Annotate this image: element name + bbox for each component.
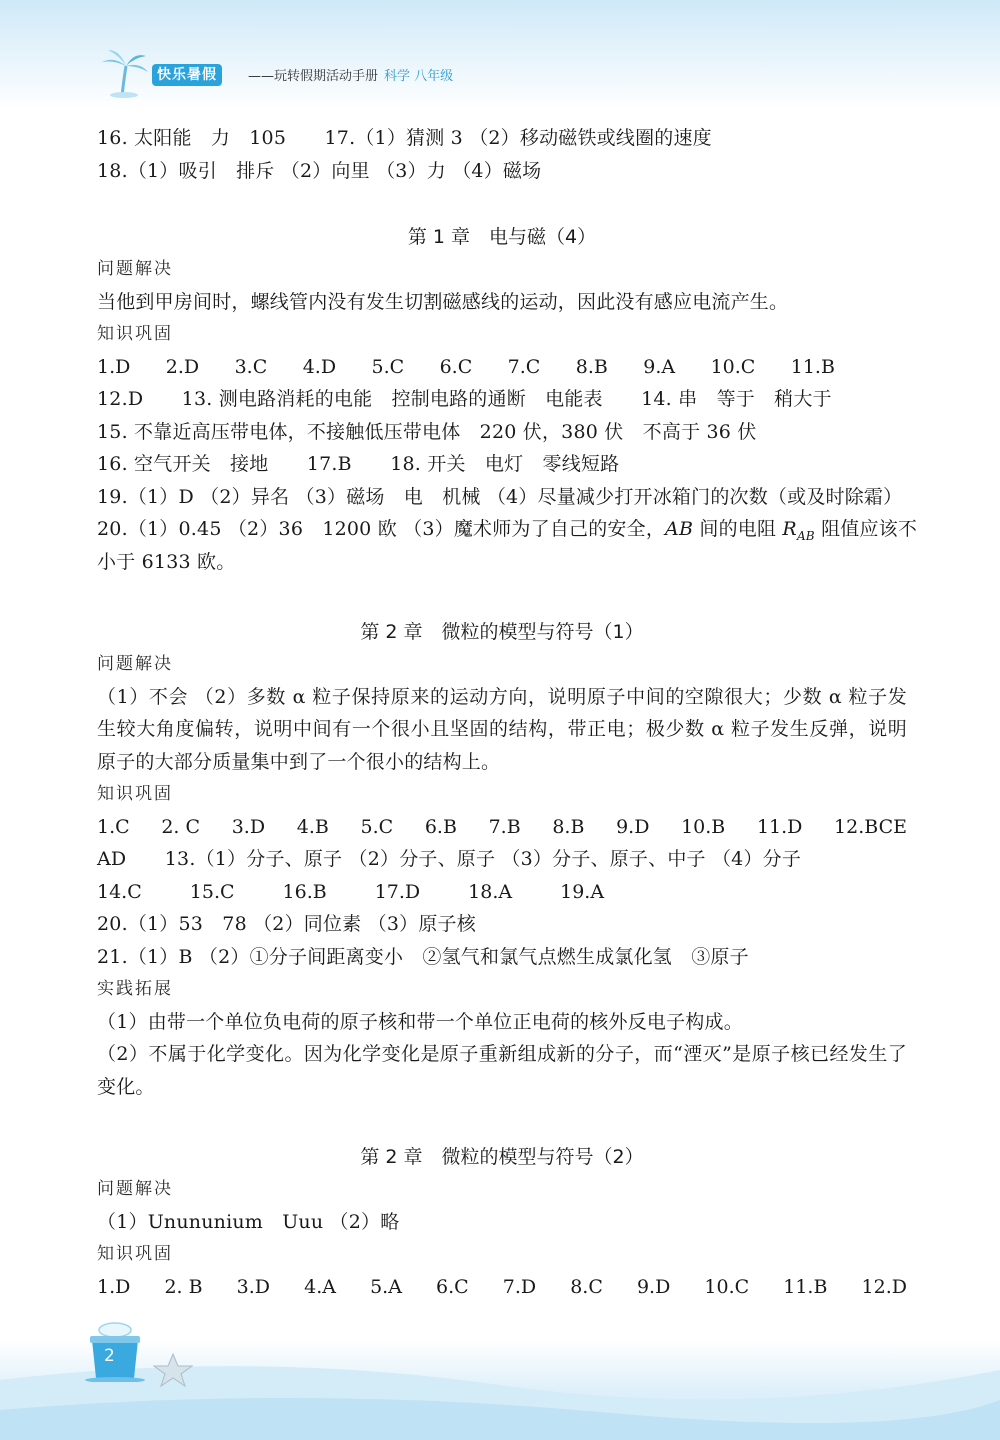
answer-item: 3.D xyxy=(236,1275,271,1298)
answer-item: 1.D xyxy=(97,1275,131,1298)
answer-item: 6.C xyxy=(439,355,473,378)
answer-item: 17.D xyxy=(374,880,421,903)
section-label: 问题解决 xyxy=(97,259,173,279)
answer-item: 7.B xyxy=(488,815,521,838)
answer-row xyxy=(97,1271,907,1304)
answer-line-20 xyxy=(97,513,918,546)
answer-item: 18.A xyxy=(468,880,513,903)
answer-item: 10.C xyxy=(710,355,756,378)
answer-item: 4.B xyxy=(296,815,329,838)
answer-line: 19.（1）D （2）异名 （3）磁场 电 机械 （4）尽量减少打开冰箱门的次数（或及时除霜） xyxy=(97,485,903,508)
answer-item: 8.B xyxy=(552,815,585,838)
answer-item: 7.C xyxy=(507,355,541,378)
answer-item: 1.C xyxy=(97,815,130,838)
practice-text: （1）由带一个单位负电荷的原子核和带一个单位正电荷的核外反电子构成。 xyxy=(97,1010,743,1033)
section-title: 第 2 章 微粒的模型与符号（1） xyxy=(360,621,644,643)
starfish-icon xyxy=(152,1352,194,1388)
answer-line: 20.（1）53 78 （2）同位素 （3）原子核 xyxy=(97,913,476,935)
answer-item: 4.A xyxy=(304,1275,336,1298)
section-label: 实践拓展 xyxy=(97,979,173,999)
answer-item: 12.BCE xyxy=(834,815,907,838)
page-number: 2 xyxy=(104,1346,115,1366)
answer-line: AD 13.（1）分子、原子 （2）分子、原子 （3）分子、原子、中子 （4）分子 xyxy=(97,848,802,870)
logo-text: 快乐暑假 xyxy=(152,64,222,86)
answer-text: 阻值应该不 xyxy=(814,518,918,540)
answer-item: 16.B xyxy=(282,880,327,903)
answer-content xyxy=(97,122,918,1303)
bucket-icon xyxy=(84,1322,146,1382)
problem-text: 当他到甲房间时，螺线管内没有发生切割磁感线的运动，因此没有感应电流产生。 xyxy=(97,290,789,313)
answer-item: 15.C xyxy=(189,880,235,903)
answer-item: 12.D xyxy=(861,1275,907,1298)
header-subject: 科学 八年级 xyxy=(384,69,454,84)
answer-item: 10.C xyxy=(704,1275,750,1298)
answer-item: 2. C xyxy=(161,815,201,838)
answer-item: 8.C xyxy=(570,1275,603,1298)
answer-item: 11.B xyxy=(790,355,835,378)
answer-item: 19.A xyxy=(560,880,605,903)
section-label: 知识巩固 xyxy=(97,1244,173,1264)
answer-item: 6.B xyxy=(424,815,457,838)
problem-text: （1）Unununium Uuu （2）略 xyxy=(97,1210,400,1233)
answer-item: 6.C xyxy=(436,1275,469,1298)
problem-text: （1）不会 （2）多数 α 粒子保持原来的运动方向，说明原子中间的空隙很大；少数 α 粒子发生较大角度偏转，说明中间有一个很小且坚固的结构，带正电；极少数 α 粒子发生反弹，说明原子的大部分质量集中到了一个很小的结构上。 xyxy=(97,685,907,773)
header-subtitle-text: ——玩转假期活动手册 xyxy=(248,69,379,84)
wave-decoration xyxy=(0,1340,1000,1440)
answer-item: 4.D xyxy=(302,355,337,378)
answer-item: 5.C xyxy=(360,815,394,838)
header-subtitle xyxy=(248,65,453,84)
answer-item: 10.B xyxy=(681,815,726,838)
answer-line: 16. 空气开关 接地 17.B 18. 开关 电灯 零线短路 xyxy=(97,453,620,475)
answer-item: 5.A xyxy=(370,1275,402,1298)
answer-item: 8.B xyxy=(575,355,608,378)
answer-line: 21.（1）B （2）①分子间距离变小 ②氢气和氯气点燃生成氯化氢 ③原子 xyxy=(97,945,749,968)
section-label: 知识巩固 xyxy=(97,324,173,344)
answer-text: 间的电阻 xyxy=(693,518,783,540)
answer-text: 20.（1）0.45 （2）36 1200 欧 （3）魔术师为了自己的安全， xyxy=(97,518,666,540)
section-title: 第 1 章 电与磁（4） xyxy=(407,226,597,248)
section-label: 问题解决 xyxy=(97,1179,173,1199)
variable-r: R xyxy=(782,518,797,540)
answer-item: 9.D xyxy=(616,815,650,838)
variable-subscript: AB xyxy=(796,528,815,543)
answer-item: 2. B xyxy=(164,1275,203,1298)
answer-item: 14.C xyxy=(97,880,142,903)
page-header xyxy=(100,48,620,98)
answer-row xyxy=(97,351,907,384)
answer-item: 2.D xyxy=(165,355,200,378)
answer-line: 15. 不靠近高压带电体，不接触低压带电体 220 伏，380 伏 不高于 36 伏 xyxy=(97,420,757,443)
section-label: 问题解决 xyxy=(97,654,173,674)
section-label: 知识巩固 xyxy=(97,784,173,804)
answer-item: 7.D xyxy=(502,1275,537,1298)
answer-item: 5.C xyxy=(371,355,405,378)
answer-item: 3.C xyxy=(234,355,268,378)
answer-item: 1.D xyxy=(97,355,131,378)
variable-ab: AB xyxy=(665,518,694,540)
answer-row xyxy=(97,876,907,909)
section-title: 第 2 章 微粒的模型与符号（2） xyxy=(360,1146,644,1168)
answer-line: 12.D 13. 测电路消耗的电能 控制电路的通断 电能表 14. 串 等于 稍大于 xyxy=(97,388,832,410)
answer-item: 9.A xyxy=(643,355,676,378)
answer-line: 小于 6133 欧。 xyxy=(97,550,236,573)
answer-line: 18.（1）吸引 排斥 （2）向里 （3）力 （4）磁场 xyxy=(97,159,542,182)
practice-text: （2）不属于化学变化。因为化学变化是原子重新组成新的分子，而“湮灭”是原子核已经发生了变化。 xyxy=(97,1043,907,1098)
answer-item: 9.D xyxy=(636,1275,671,1298)
answer-item: 11.D xyxy=(756,815,803,838)
answer-line: 16. 太阳能 力 105 17.（1）猜测 3 （2）移动磁铁或线圈的速度 xyxy=(97,127,712,149)
answer-row xyxy=(97,811,907,844)
answer-item: 11.B xyxy=(783,1275,828,1298)
answer-item: 3.D xyxy=(231,815,266,838)
